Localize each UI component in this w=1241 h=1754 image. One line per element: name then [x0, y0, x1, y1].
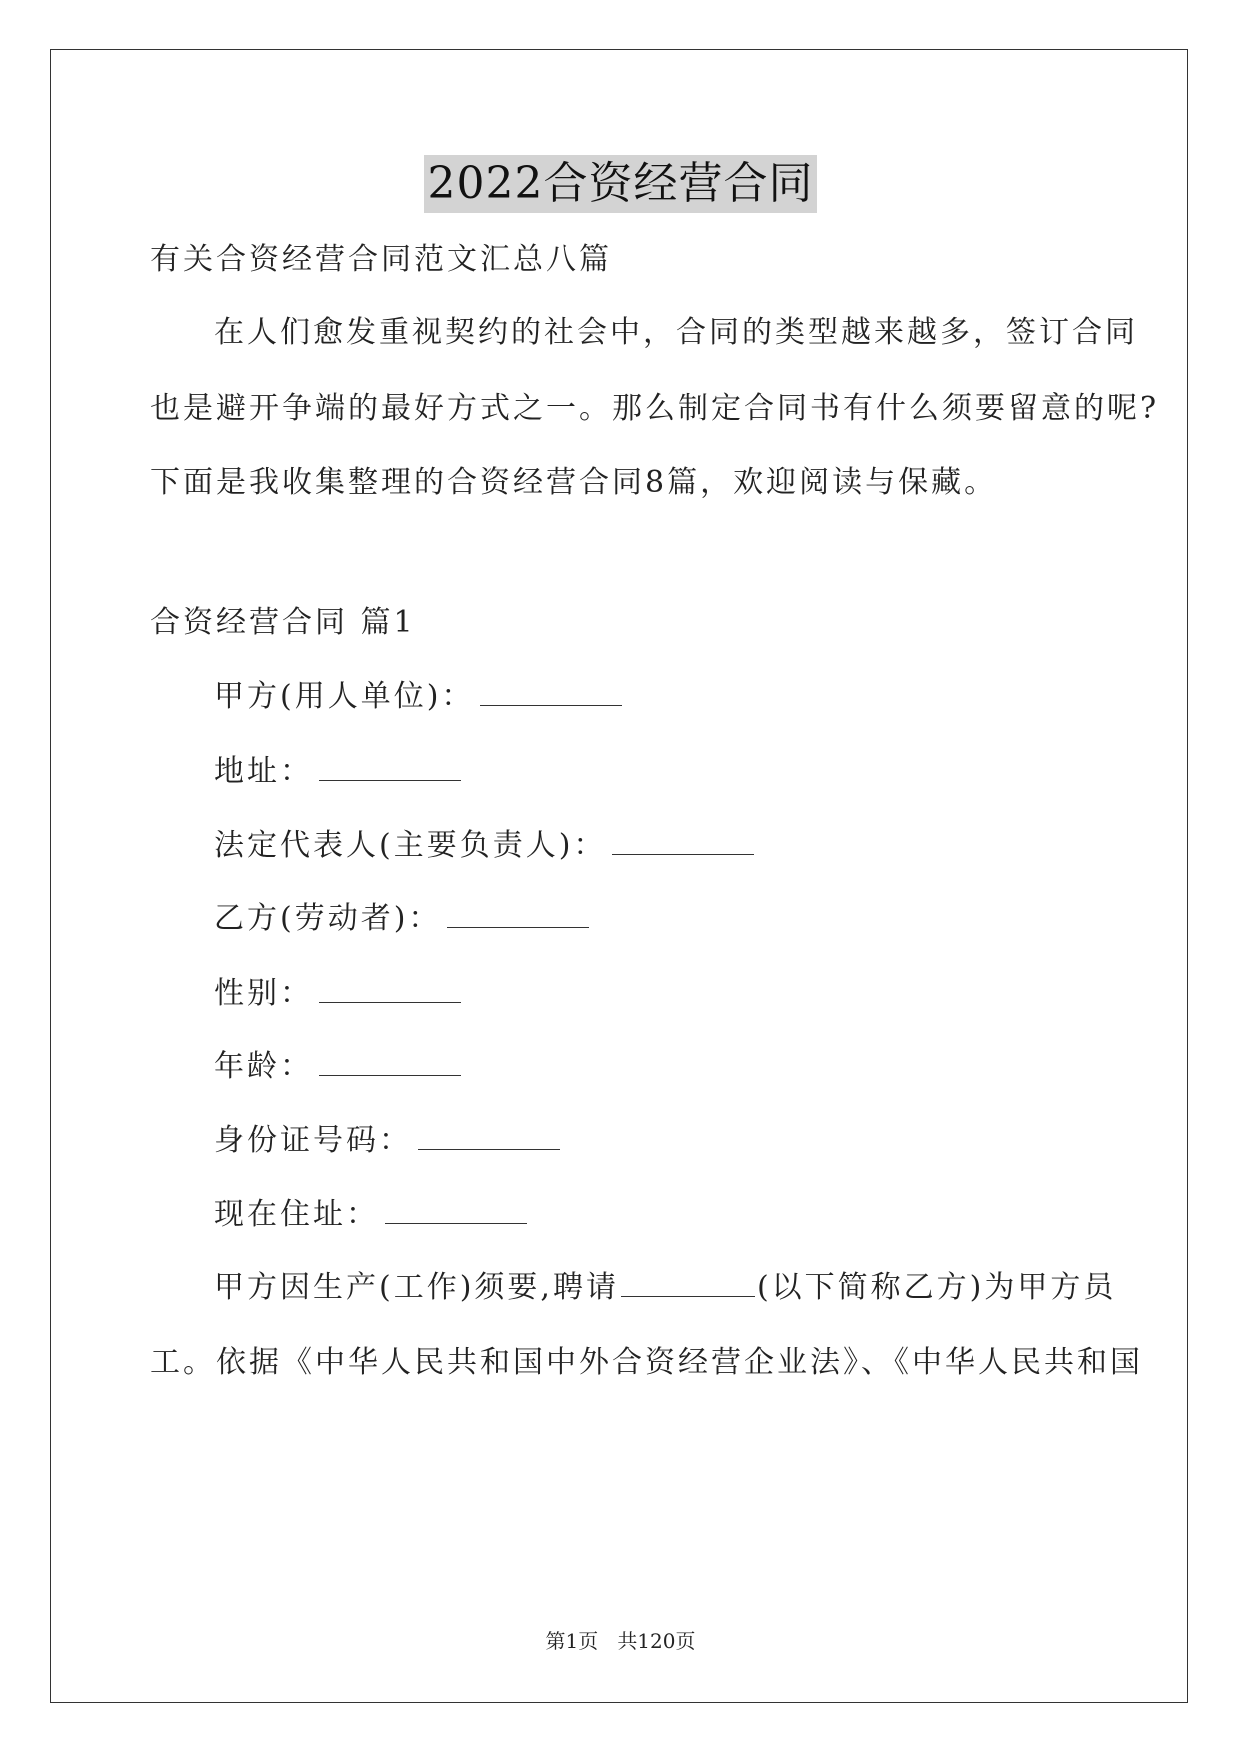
fill-blank: [480, 685, 622, 706]
intro-line-1: 在人们愈发重视契约的社会中，合同的类型越来越多，签订合同: [214, 315, 1138, 350]
body-text: 甲方因生产(工作)须要,聘请: [214, 1270, 619, 1305]
field-address: [214, 752, 461, 792]
fill-blank: [447, 907, 589, 928]
fill-blank: [319, 1055, 461, 1076]
field-id-number: [214, 1121, 560, 1161]
body-line-1: [214, 1268, 1116, 1308]
field-label: 年龄：: [214, 1049, 313, 1084]
field-age: [214, 1047, 461, 1087]
field-gender: [214, 974, 461, 1014]
fill-blank: [319, 982, 461, 1003]
fill-blank: [385, 1203, 527, 1224]
document-title: 2022合资经营合同: [424, 155, 818, 213]
fill-blank: [418, 1129, 560, 1150]
field-employer: [214, 677, 622, 717]
field-label: 甲方(用人单位)：: [214, 679, 475, 714]
field-employee: [214, 899, 589, 939]
fill-blank: [319, 760, 461, 781]
intro-line-2: 也是避开争端的最好方式之一。那么制定合同书有什么须要留意的呢?: [150, 391, 1160, 426]
title-wrap: [0, 155, 1241, 213]
fill-blank: [612, 834, 754, 855]
field-label: 法定代表人(主要负责人)：: [214, 828, 607, 863]
document-subtitle: 有关合资经营合同范文汇总八篇: [150, 242, 612, 277]
field-label: 现在住址：: [214, 1197, 379, 1232]
field-label: 乙方(劳动者)：: [214, 901, 442, 936]
page-footer: [0, 1628, 1241, 1654]
field-legal-rep: [214, 826, 754, 866]
section-heading: 合资经营合同 篇1: [150, 605, 416, 640]
field-label: 性别：: [214, 976, 313, 1011]
field-label: 身份证号码：: [214, 1123, 412, 1158]
field-label: 地址：: [214, 754, 313, 789]
page-total: 共120页: [617, 1629, 696, 1653]
page-border: [50, 49, 1188, 1703]
fill-blank: [621, 1276, 755, 1297]
field-current-address: [214, 1195, 527, 1235]
page-number: 第1页: [545, 1629, 599, 1653]
intro-line-3: 下面是我收集整理的合资经营合同8篇，欢迎阅读与保藏。: [150, 465, 998, 500]
body-text: (以下简称乙方)为甲方员: [756, 1270, 1117, 1305]
body-line-2: 工。依据《中华人民共和国中外合资经营企业法》、《中华人民共和国: [150, 1345, 1143, 1380]
